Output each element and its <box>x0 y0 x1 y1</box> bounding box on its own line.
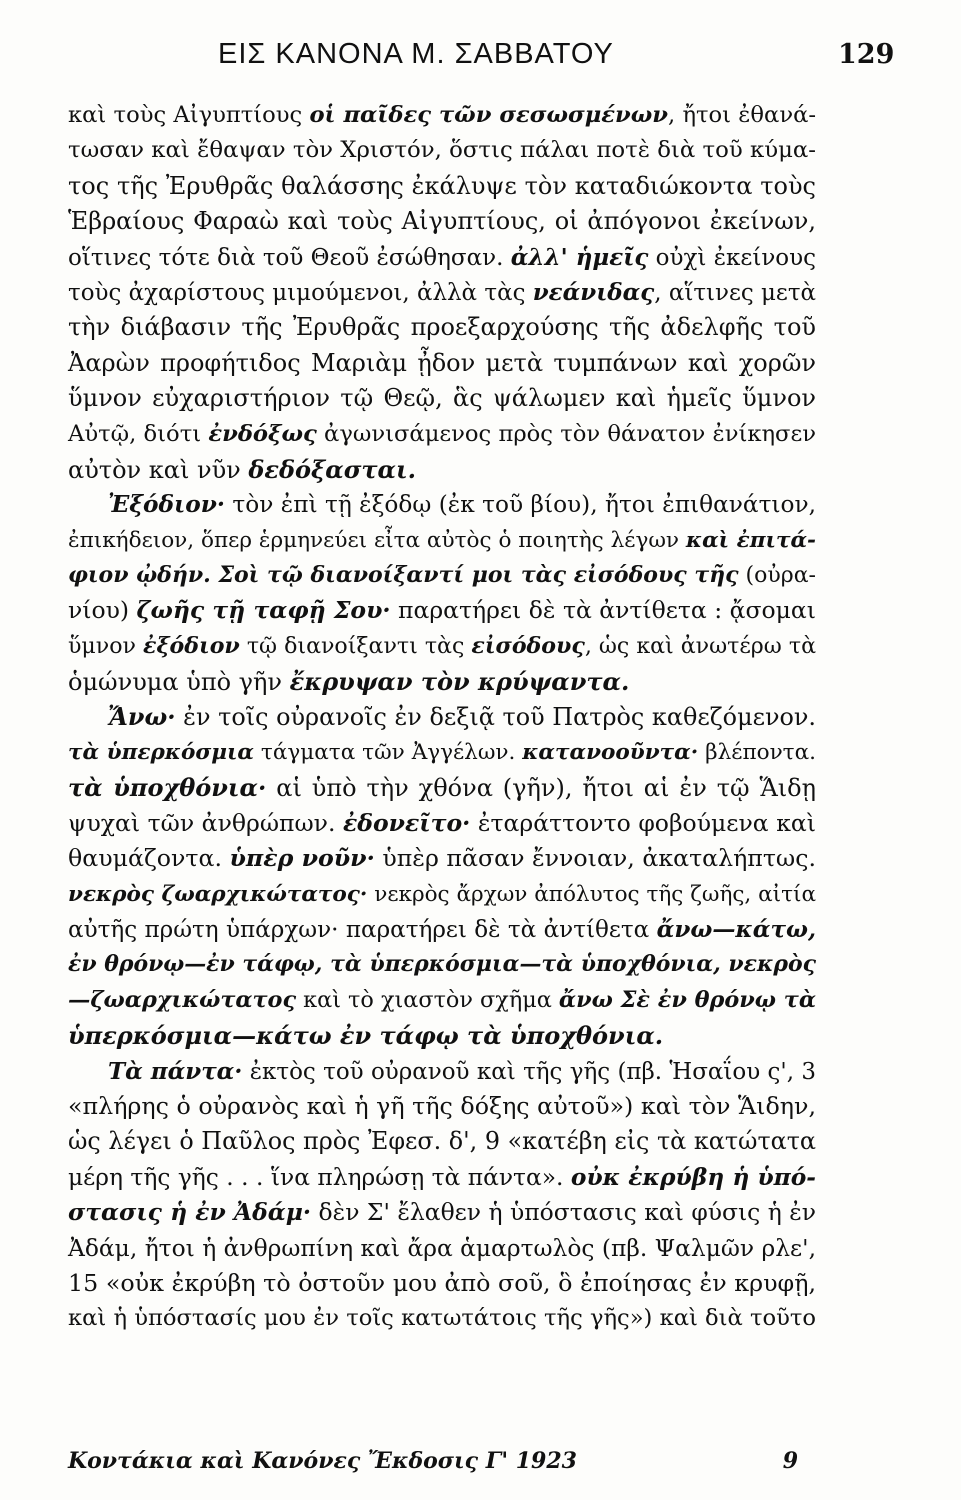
text-run: ὕμνον <box>68 632 144 659</box>
text-run: τῷ διανοίξαντι τὰς <box>239 632 472 659</box>
text-run: μέρη τῆς γῆς . . . ἵνα πληρώσῃ τὰ πάντα». <box>68 1162 571 1191</box>
text-run: οἵτινες τότε διὰ τοῦ Θεοῦ ἐσώθησαν. <box>68 244 511 271</box>
text-run: αὐτῆς πρώτη ὑπάρχων· παρατήρει δὲ τὰ ἀντίθετα <box>68 916 657 943</box>
text-run: Ἑβραίους Φαραὼ καὶ τοὺς Αἰγυπτίους, οἱ ἀπόγονοι ἐκείνων, <box>68 207 816 236</box>
text-line <box>68 629 816 664</box>
text-run: , ἤτοι ἐθανά- <box>667 102 816 128</box>
emphasized-text: ζωῆς τῇ ταφῇ Σου· <box>136 596 391 625</box>
text-line <box>68 381 816 416</box>
text-line <box>68 204 816 239</box>
text-run: Αὐτῷ, διότι <box>68 420 209 447</box>
text-run: Ἀαρὼν προφήτιδος Μαριὰμ ᾖδον μετὰ τυμπάνων καὶ χορῶν <box>68 348 816 377</box>
text-line <box>68 452 816 487</box>
text-run: τάγματα τῶν Ἀγγέλων. <box>253 740 523 766</box>
text-line <box>68 98 816 133</box>
text-run: αἱ ὑπὸ τὴν χθόνα (γῆν), ἤτοι αἱ ἐν τῷ Ἅιδῃ <box>266 774 817 803</box>
emphasized-text: οὐκ ἐκρύβη ἡ ὑπό- <box>570 1162 816 1191</box>
text-line <box>68 487 816 522</box>
text-run: ὕμνον εὐχαριστήριον τῷ Θεῷ, ἃς ψάλωμεν καὶ ἡμεῖς ὕμνον <box>68 384 816 413</box>
text-run: θαυμάζοντα. <box>68 844 230 873</box>
text-run: «πλήρης ὁ οὐρανὸς καὶ ἡ γῆ τῆς δόξης αὐτοῦ») καὶ τὸν Ἅιδην, <box>68 1091 816 1120</box>
emphasized-text: τὰ ὑπερκόσμια <box>68 740 254 766</box>
text-line <box>68 1018 816 1053</box>
text-run: τωσαν καὶ ἔθαψαν τὸν Χριστόν, ὅστις πάλαι ποτὲ διὰ τοῦ κύμα- <box>68 137 816 164</box>
text-line <box>68 1231 816 1266</box>
running-title: ΕΙΣ ΚΑΝΟΝΑ Μ. ΣΑΒΒΑΤΟΥ <box>218 37 614 70</box>
text-line <box>68 877 816 912</box>
text-line <box>68 169 816 204</box>
text-run: βλέποντα. <box>698 740 816 766</box>
text-line <box>68 912 816 947</box>
emphasized-text: κατανοοῦντα· <box>522 740 699 766</box>
emphasized-text: ἐν θρόνῳ—ἐν τάφῳ, τὰ ὑπερκόσμια—τὰ ὑποχθόνια, νεκρὸς <box>68 951 816 978</box>
text-line <box>68 417 816 452</box>
text-run: 15 «οὐκ ἐκρύβη τὸ ὀστοῦν μου ἀπὸ σοῦ, ὃ ἐποίησας ἐν κρυφῇ, <box>68 1268 816 1297</box>
emphasized-text: ἄνω Σὲ ἐν θρόνῳ τὰ <box>558 986 817 1013</box>
text-run: οὐχὶ ἐκείνους <box>648 244 816 271</box>
text-run: τὸν ἐπὶ τῇ ἐξόδῳ (ἐκ τοῦ βίου), ἤτοι ἐπιθανάτιον, <box>224 491 816 519</box>
text-line <box>68 947 816 982</box>
text-run: καὶ ἡ ὑπόστασίς μου ἐν τοῖς κατωτάτοις τῆς γῆς») καὶ διὰ τοῦτο <box>68 1305 816 1332</box>
text-run: νεκρὸς ἄρχων ἀπόλυτος τῆς ζωῆς, αἰτία <box>367 881 816 907</box>
emphasized-text: ἀλλ' ἡμεῖς <box>510 243 649 271</box>
text-run: αὐτὸν καὶ νῦν <box>68 455 249 484</box>
running-head <box>68 34 895 74</box>
body-text <box>68 98 816 1337</box>
text-run: ἐκτὸς τοῦ οὐρανοῦ καὶ τῆς γῆς (πβ. Ἡσαΐου ς', 3 <box>242 1058 816 1085</box>
text-run: παρατήρει δὲ τὰ ἀντίθετα : ᾄσομαι <box>390 596 816 625</box>
text-run: νίου) <box>68 596 137 625</box>
emphasized-text: Ἄνω· <box>108 702 176 731</box>
text-run: (οὐρα- <box>738 563 816 589</box>
text-run: Ἀδάμ, ἤτοι ἡ ἀνθρωπίνη καὶ ἄρα ἁμαρτωλὸς (πβ. Ψαλμῶν ρλε', <box>68 1233 816 1262</box>
text-run: τὴν διάβασιν τῆς Ἐρυθρᾶς προεξαρχούσης τῆς ἀδελφῆς τοῦ <box>68 313 816 342</box>
emphasized-text: εἰσόδους <box>471 632 585 659</box>
text-line <box>68 1195 816 1230</box>
text-line <box>68 664 816 699</box>
text-line <box>68 558 816 593</box>
text-line <box>68 240 816 275</box>
text-line <box>68 700 816 735</box>
text-run: ἐπικήδειον, ὅπερ ἑρμηνεύει εἶτα αὐτὸς ὁ ποιητὴς λέγων <box>68 527 686 553</box>
text-line <box>68 806 816 841</box>
emphasized-text: ἐδονεῖτο· <box>342 808 471 837</box>
emphasized-text: Τὰ πάντα· <box>108 1057 243 1085</box>
text-run: ὑπὲρ πᾶσαν ἔννοιαν, ἀκαταλήπτως. <box>374 844 816 873</box>
text-line <box>68 593 816 628</box>
footer-imprint: Κοντάκια καὶ Κανόνες Ἔκδοσις Γ' 1923 <box>68 1448 577 1474</box>
emphasized-text: ὑπερκόσμια—κάτω ἐν τάφῳ τὰ ὑποχθόνια. <box>68 1021 664 1051</box>
text-run: ἐταράττοντο φοβούμενα καὶ <box>470 808 816 837</box>
emphasized-text: ἄνω—κάτω, <box>656 915 816 943</box>
emphasized-text: ἐνδόξως <box>208 420 317 447</box>
emphasized-text: ἐξόδιον <box>143 632 240 659</box>
text-run: ψυχαὶ τῶν ἀνθρώπων. <box>68 808 343 837</box>
text-line <box>68 1266 816 1301</box>
footer-signature-mark: 9 <box>782 1448 798 1474</box>
text-line <box>68 133 816 168</box>
emphasized-text: οἱ παῖδες τῶν σεσωσμένων <box>309 102 668 128</box>
text-line <box>68 346 816 381</box>
emphasized-text: δεδόξασται. <box>248 454 416 484</box>
emphasized-text: νεκρὸς ζωαρχικώτατος· <box>68 881 368 907</box>
text-line <box>68 1089 816 1124</box>
text-run: ἐν τοῖς οὐρανοῖς ἐν δεξιᾷ τοῦ Πατρὸς καθεζόμενον. <box>175 702 816 731</box>
text-line <box>68 523 816 558</box>
text-run: ὁμώνυμα ὑπὸ γῆν <box>68 668 290 697</box>
text-run: τοὺς ἀχαρίστους μιμούμενοι, ἀλλὰ τὰς <box>68 279 533 306</box>
text-line <box>68 1124 816 1159</box>
emphasized-text: Ἐξόδιον· <box>108 491 225 519</box>
text-run: δὲν Σ' ἔλαθεν ἡ ὑπόστασις καὶ φύσις ἡ ἐν <box>311 1198 817 1227</box>
text-run: ἀγωνισάμενος πρὸς τὸν θάνατον ἐνίκησεν <box>316 420 817 447</box>
text-line <box>68 983 816 1018</box>
text-line <box>68 1054 816 1089</box>
emphasized-text: καὶ ἐπιτά- <box>685 527 816 553</box>
text-run: , αἵτινες μετὰ <box>654 279 816 306</box>
text-line <box>68 310 816 345</box>
emphasized-text: φιον ᾠδήν. Σοὶ τῷ διανοίξαντί μοι τὰς εἰσόδους τῆς <box>68 562 739 589</box>
emphasized-text: στασις ἡ ἐν Ἀδάμ· <box>68 1198 312 1227</box>
text-run: τος τῆς Ἐρυθρᾶς θαλάσσης ἐκάλυψε τὸν καταδιώκοντα τοὺς <box>68 171 816 200</box>
text-line <box>68 1160 816 1195</box>
text-run: καὶ τὸ χιαστὸν σχῆμα <box>296 986 559 1013</box>
text-run: καὶ τοὺς Αἰγυπτίους <box>68 102 310 128</box>
page-footer <box>68 1448 816 1484</box>
text-line <box>68 275 816 310</box>
text-line <box>68 1301 816 1336</box>
emphasized-text: τὰ ὑποχθόνια· <box>68 773 267 803</box>
text-line <box>68 841 816 876</box>
emphasized-text: ὑπὲρ νοῦν· <box>229 844 375 873</box>
text-run: , ὡς καὶ ἀνωτέρω τὰ <box>584 632 816 659</box>
emphasized-text: —ζωαρχικώτατος <box>68 986 297 1013</box>
page-number: 129 <box>838 38 895 70</box>
emphasized-text: ἔκρυψαν τὸν κρύψαντα. <box>289 667 630 697</box>
text-run: ὡς λέγει ὁ Παῦλος πρὸς Ἐφεσ. δ', 9 «κατέβη εἰς τὰ κατώτατα <box>68 1127 816 1156</box>
text-line <box>68 770 816 805</box>
emphasized-text: νεάνιδας <box>532 278 655 306</box>
text-line <box>68 735 816 770</box>
